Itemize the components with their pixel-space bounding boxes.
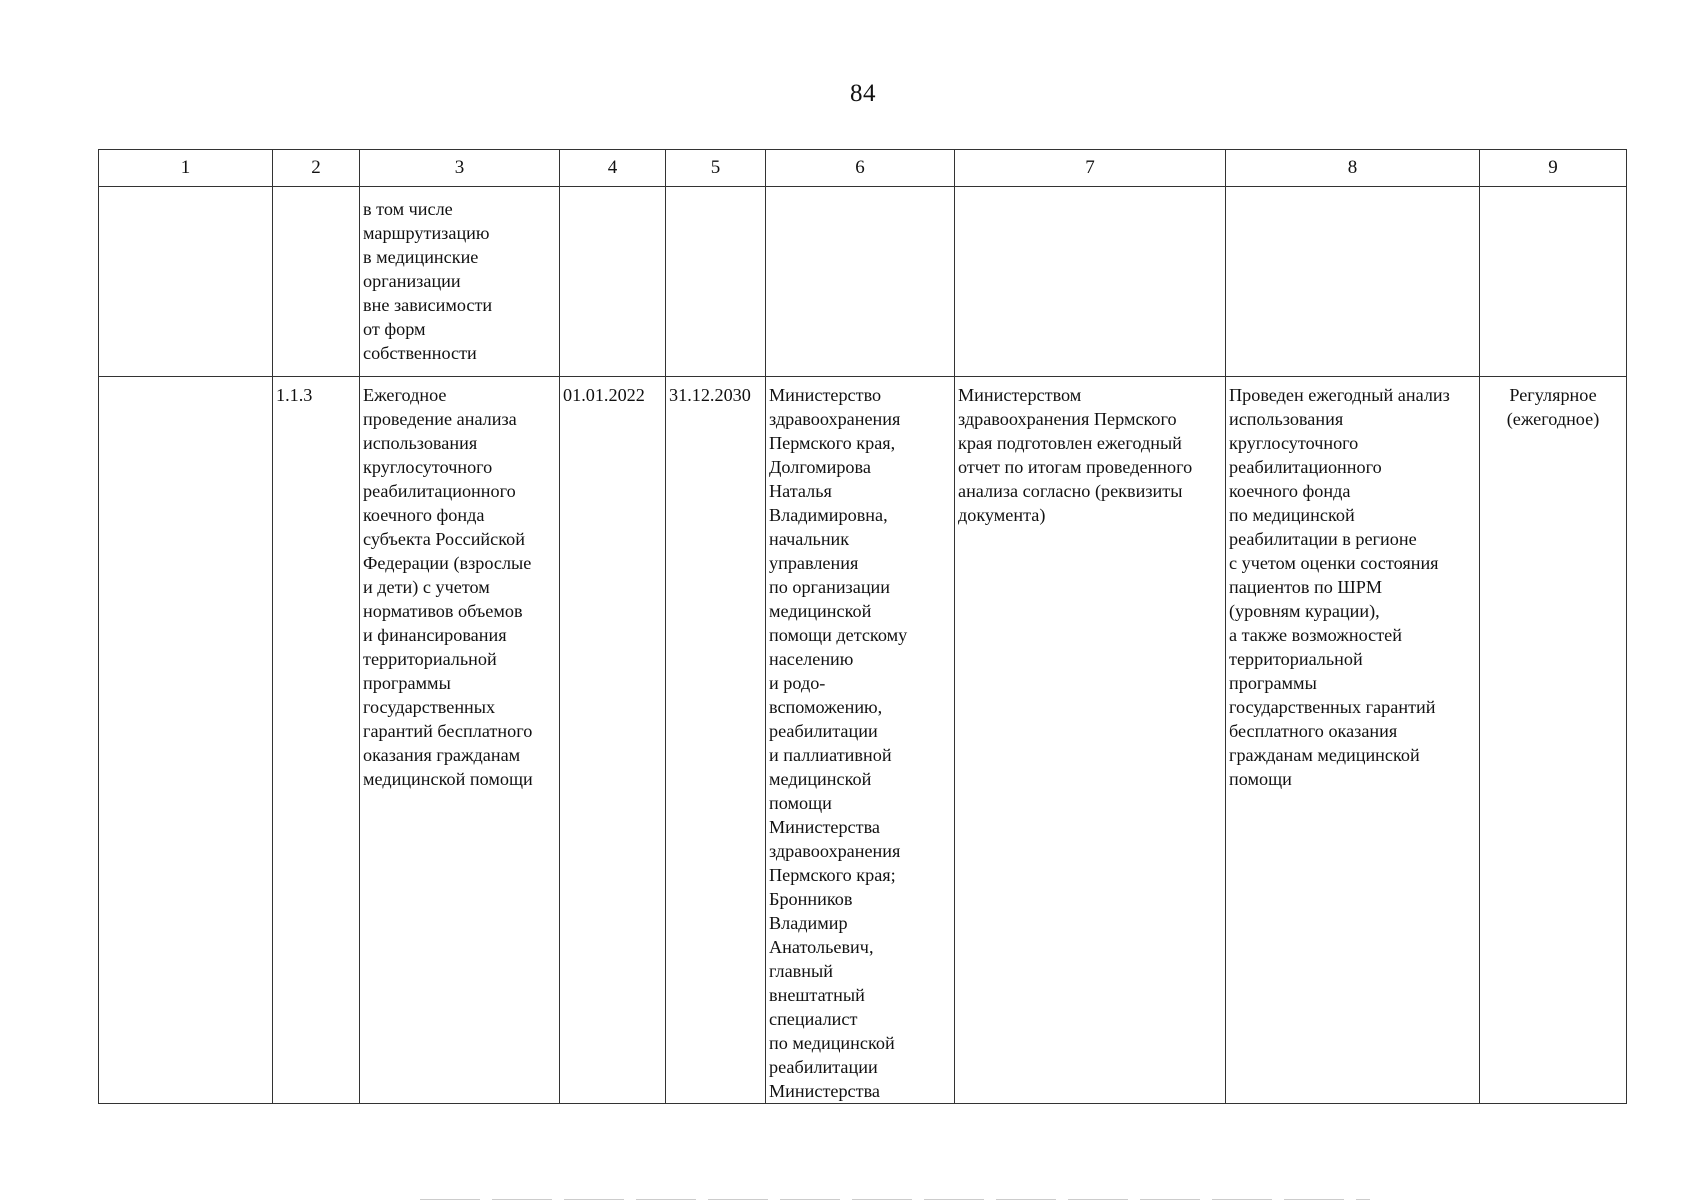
item-result: Проведен ежегодный анализ использования круглосуточного реабилитационного коечного фонда по медицинской реабилитации в регионе с учетом оценки состояния пациентов по ШРМ (уровням курации), а также возможностей территориальной программы государственных гарантий бесплатного оказания гражданам медицинской помощи	[1226, 377, 1480, 1104]
cont-cell-9	[1480, 187, 1627, 377]
cont-cell-1	[99, 187, 273, 377]
column-header-1: 1	[99, 150, 273, 187]
item-number: 1.1.3	[273, 377, 360, 1104]
column-header-2: 2	[273, 150, 360, 187]
column-header-3: 3	[360, 150, 560, 187]
cont-cell-4	[560, 187, 666, 377]
column-header-5: 5	[666, 150, 766, 187]
continuation-row	[99, 187, 1627, 377]
cont-cell-5	[666, 187, 766, 377]
cont-cell-3-activity: в том числе маршрутизацию в медицинские организации вне зависимости от форм собственности	[360, 187, 560, 377]
item-end-date: 31.12.2030	[666, 377, 766, 1104]
item-row-1-1-3	[99, 377, 1627, 1104]
column-header-6: 6	[766, 150, 955, 187]
cont-cell-7	[955, 187, 1226, 377]
item-responsible: Министерство здравоохранения Пермского края, Долгомирова Наталья Владимировна, начальник управления по организации медицинской помощи детскому населению и родо- вспоможению, реабилитации и паллиативной медицинской помощи Министерства здравоохранения Пермского края; Бронников Владимир Анатольевич, главный внештатный специалист по медицинской реабилитации Министерства	[766, 377, 955, 1104]
item-document: Министерством здравоохранения Пермского края подготовлен ежегодный отчет по итогам проведенного анализа согласно (реквизиты документа)	[955, 377, 1226, 1104]
item-cell-1	[99, 377, 273, 1104]
column-header-7: 7	[955, 150, 1226, 187]
item-start-date: 01.01.2022	[560, 377, 666, 1104]
cont-cell-8	[1226, 187, 1480, 377]
cont-cell-6	[766, 187, 955, 377]
item-activity: Ежегодное проведение анализа использования круглосуточного реабилитационного коечного фонда субъекта Российской Федерации (взрослые и дети) с учетом нормативов объемов и финансирования территориальной программы государственных гарантий бесплатного оказания гражданам медицинской помощи	[360, 377, 560, 1104]
column-header-9: 9	[1480, 150, 1627, 187]
page-number: 84	[850, 80, 876, 107]
plan-table	[98, 149, 1627, 1104]
column-number-header-row	[99, 150, 1627, 187]
column-header-8: 8	[1226, 150, 1480, 187]
cont-cell-2	[273, 187, 360, 377]
column-header-4: 4	[560, 150, 666, 187]
item-periodicity: Регулярное (ежегодное)	[1480, 377, 1627, 1104]
